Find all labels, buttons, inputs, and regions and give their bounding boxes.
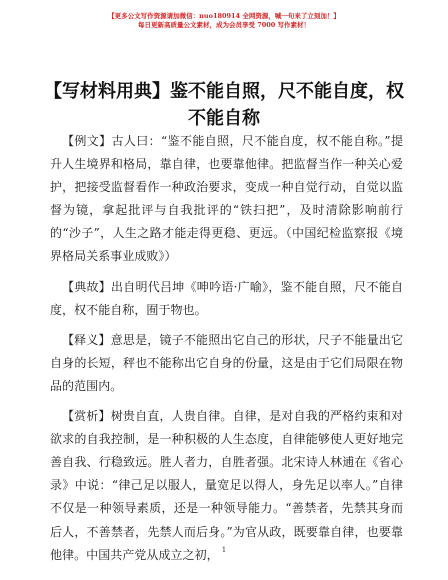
section-tag: 【例文】 <box>62 134 112 148</box>
page-number: 1 <box>221 546 227 554</box>
section-tag: 【赏析】 <box>62 409 111 424</box>
banner-line-2: 每日更新高质量公文素材，成为会员享受 7000 写作素材！ <box>137 21 311 29</box>
paragraph-appreciation <box>50 405 403 567</box>
document-title: 【写材料用典】鉴不能自照，尺不能自度，权不能自称 <box>44 81 404 129</box>
paragraph-text: 树贵自直，人贵自律。自律，是对自我的严格约束和对欲求的自我控制，是一种积极的人生态度，自律能够使人更好地完善自我、行稳致远。胜人者力，自胜者强。北宋诗人林逋在《省心录》中说：“律己足以服人，量宽足以得人，身先足以率人。”自律不仅是一种领导素质，还是一种领导能力。“善禁者，先禁其身而后人，不善禁者，先禁人而后身。”为官从政，既要靠自律，也要靠他律。中国共产党从成立之初， <box>50 409 403 562</box>
paragraph-example <box>50 130 403 269</box>
section-tag: 【典故】 <box>62 279 112 294</box>
paragraph-source <box>50 276 403 322</box>
promo-banner <box>0 12 448 30</box>
paragraph-text: 古人曰：“鉴不能自照，尺不能自度，权不能自称。”提升人生境界和格局，靠自律，也要靠他律。把监督当作一种关心爱护，把接受监督看作一种政治要求，变成一种自觉行动，自觉以监督为镜，拿起批评与自我批评的“铁扫把”，及时清除影响前行的“沙子”，人生之路才能走得更稳、更远。（中国纪检监察报《境界格局关系事业成败》） <box>50 134 403 264</box>
paragraph-text: 意思是，镜子不能照出它自己的形状，尺子不能量出它自身的长短，秤也不能称出它自身的份量，这是由于它们局限在物品的范围内。 <box>50 332 403 393</box>
banner-line-1: 【更多公文写作资源请加微信：nuo180914 全网资源，喊一句来了立刻加！】 <box>108 12 340 20</box>
document-body <box>50 130 403 574</box>
section-tag: 【释义】 <box>62 332 111 347</box>
paragraph-text: 出自明代吕坤《呻吟语·广喻》，鉴不能自照，尺不能自度，权不能自称，囿于物也。 <box>50 279 403 317</box>
paragraph-meaning <box>50 329 403 398</box>
